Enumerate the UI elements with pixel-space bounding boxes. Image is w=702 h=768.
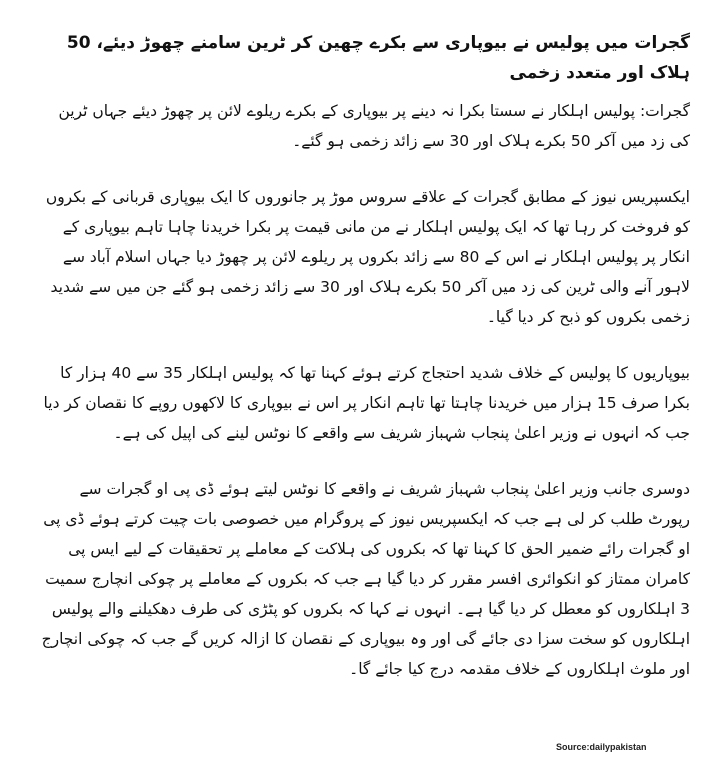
article-paragraph-intro: گجرات: پولیس اہلکار نے سستا بکرا نہ دینے پر بیوپاری کے بکرے ریلوے لائن پر چھوڑ دیئے جہاں ٹرین کی زد میں آکر 50 بکرے ہلاک اور 30 سے زائد زخمی ہو گئے۔ <box>58 102 690 150</box>
news-article <box>40 28 690 710</box>
source-credit: Source:dailypakistan <box>556 742 647 752</box>
article-paragraph-protest: بیوپاریوں کا پولیس کے خلاف شدید احتجاج کرتے ہوئے کہنا تھا کہ پولیس اہلکار 35 سے 40 ہزار کا بکرا صرف 15 ہزار میں خریدنا چاہتا تھا تاہم انکار پر اس نے بیوپاری کا لاکھوں روپے کا نقصان کر دیا جب کہ انہوں نے وزیر اعلیٰ پنجاب شہباز شریف سے واقعے کا نوٹس لینے کی اپیل کی ہے۔ <box>43 364 690 442</box>
article-paragraph-details: ایکسپریس نیوز کے مطابق گجرات کے علاقے سروس موڑ پر جانوروں کا ایک بیوپاری قربانی کے بکروں کو فروخت کر رہا تھا کہ ایک پولیس اہلکار نے من مانی قیمت پر بکرا خریدنا چاہا تاہم بیوپاری کے انکار پر پولیس اہلکار نے اس کے 80 سے زائد بکروں پر ریلوے لائن پر چھوڑ دیا جہاں اسلام آباد سے لاہور آنے والی ٹرین کی زد میں آکر 50 بکرے ہلاک اور 30 سے زائد زخمی ہو گئے جن میں سے شدید زخمی بکروں کو ذبح کر دیا گیا۔ <box>45 188 690 326</box>
article-headline: گجرات میں پولیس نے بیوپاری سے بکرے چھین کر ٹرین سامنے چھوڑ دیئے، 50 ہلاک اور متعدد زخمی <box>66 33 690 83</box>
article-paragraph-response: دوسری جانب وزیر اعلیٰ پنجاب شہباز شریف نے واقعے کا نوٹس لیتے ہوئے ڈی پی او گجرات سے رپورٹ طلب کر لی ہے جب کہ ایکسپریس نیوز کے پروگرام میں خصوصی بات چیت کرتے ہوئے ڈی پی او گجرات رائے ضمیر الحق کا کہنا تھا کہ بکروں کی ہلاکت کے معاملے پر تحقیقات کے لیے ایس پی کامران ممتاز کو انکوائری افسر مقرر کر دیا گیا ہے جب کہ بکروں کے معاملے پر چوکی انچارج سمیت 3 اہلکاروں کو معطل کر دیا گیا ہے۔ انہوں نے کہا کہ بکروں کو پٹڑی کی طرف دھکیلنے والے پولیس اہلکاروں کو سخت سزا دی جائے گی اور وہ بیوپاری کے نقصان کا ازالہ کریں گے جب کہ چوکی انچارج اور ملوث اہلکاروں کے خلاف مقدمہ درج کیا جائے گا۔ <box>41 480 690 678</box>
